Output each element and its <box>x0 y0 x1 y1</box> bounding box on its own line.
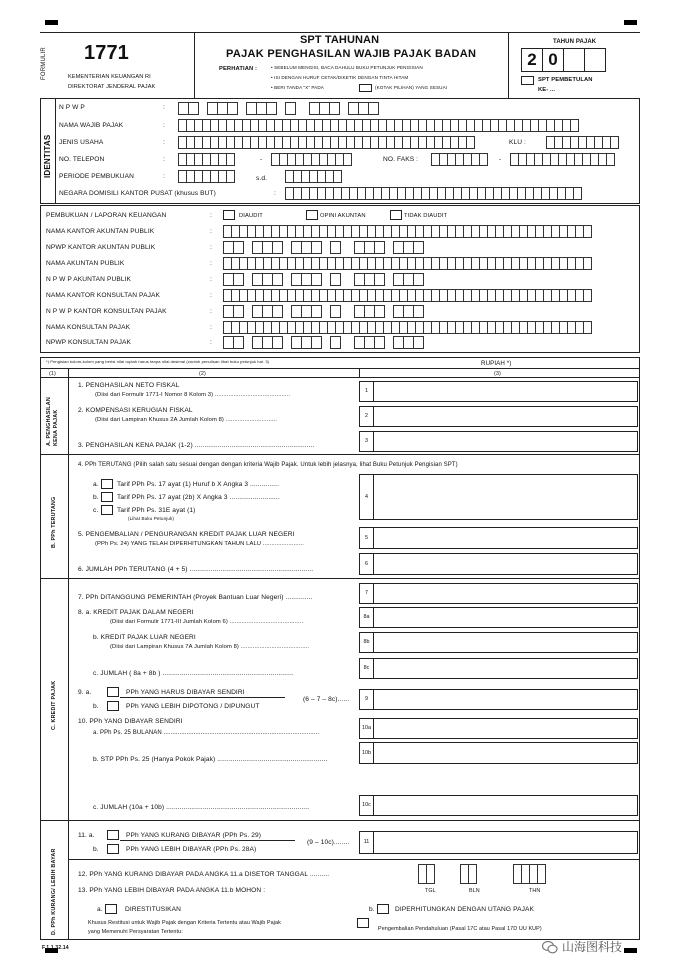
npwp-group <box>393 241 423 254</box>
char-cell[interactable] <box>311 305 322 318</box>
char-cell[interactable] <box>413 336 424 349</box>
amount-9[interactable] <box>359 689 638 710</box>
restitusi-note-1: Khusus Restitusi untuk Wajib Pajak dengan Kriteria Tertentu atau Wajib Pajak <box>88 920 281 926</box>
ministry-line-2: DIREKTORAT JENDERAL PAJAK <box>68 84 156 90</box>
perhatian-2: • ISI DENGAN HURUF CETAK/DIKETIK DENGAN TINTA HITAM <box>271 75 409 80</box>
nama-wp-field[interactable] <box>178 119 578 132</box>
faks-area-field[interactable] <box>431 153 487 166</box>
row-4c-label: Tarif PPh Ps. 31E ayat (1) <box>117 507 196 514</box>
amount-7[interactable] <box>359 583 638 604</box>
kkp-label: NAMA KANTOR KONSULTAN PAJAK <box>46 292 160 299</box>
example-checkbox <box>359 84 372 92</box>
row-number: 2 <box>360 407 374 426</box>
row-8b-label: b. KREDIT PAJAK LUAR NEGERI <box>93 634 196 641</box>
row-9b-letter: b. <box>93 703 99 710</box>
periode-start-field[interactable] <box>178 170 234 183</box>
char-cell[interactable] <box>466 136 475 149</box>
footer-code: F.1.1.32.14 <box>42 945 69 951</box>
tahun-pajak-label: TAHUN PAJAK <box>553 39 597 45</box>
section-d-label: D. PPh KURANG/ LEBIH BAYAR <box>51 848 57 935</box>
pembetulan-ke: KE- ... <box>538 87 556 93</box>
colon: : <box>210 292 212 299</box>
form-side-label: FORMULIR <box>41 47 47 80</box>
restitusi-label: DIRESTITUSIKAN <box>125 906 181 913</box>
row-10c-label: c. JUMLAH (10a + 10b) .......................................................................... <box>93 804 310 811</box>
row-4b-label: Tarif PPh Ps. 17 ayat (2b) X Angka 3 .......................... <box>117 494 280 501</box>
char-cell[interactable] <box>330 336 341 349</box>
utang-pajak-label: DIPERHITUNGKAN DENGAN UTANG PAJAK <box>395 906 534 913</box>
year-digit-4[interactable] <box>584 48 606 72</box>
npwp-group <box>330 273 340 286</box>
char-cell[interactable] <box>272 241 283 254</box>
setor-tanggal-field[interactable] <box>418 864 434 884</box>
colon: : <box>274 190 276 197</box>
row-3-label: 3. PENGHASILAN KENA PAJAK (1-2) .............................................................. <box>78 442 315 449</box>
char-cell[interactable] <box>374 336 385 349</box>
char-cell[interactable] <box>573 187 582 200</box>
thn-label: THN <box>529 888 541 894</box>
perhatian-3a: • BERI TANDA "X" PADA <box>271 85 324 90</box>
char-cell[interactable] <box>583 321 592 334</box>
npwp-kp-field[interactable] <box>223 336 432 349</box>
row-number: 8b <box>360 633 374 652</box>
npwp-ap-label: N P W P AKUNTAN PUBLIK <box>46 276 132 283</box>
dash: - <box>499 156 502 163</box>
colon: : <box>163 173 165 180</box>
row-4c-checkbox[interactable] <box>101 505 113 515</box>
npwp-group <box>348 102 378 115</box>
row-4-label: 4. PPh TERUTANG (Pilih salah satu sesuai dengan dengan kriteria Wajib Pajak. Untuk lebih jelasnya, lihat Buku Petunjuk Pengisian SPT) <box>78 462 458 468</box>
npwp-group <box>252 305 282 318</box>
kkp-field[interactable] <box>223 289 591 302</box>
form-code: 1771 <box>84 42 129 64</box>
colon: : <box>210 260 212 267</box>
ministry-line-1: KEMENTERIAN KEUANGAN RI <box>68 74 151 80</box>
char-cell[interactable] <box>266 102 277 115</box>
colon: : <box>163 122 165 129</box>
amount-3[interactable] <box>359 431 638 452</box>
npwp-group <box>223 305 243 318</box>
option-a-letter: a. <box>97 906 103 913</box>
option-b-letter: b. <box>369 906 375 913</box>
char-cell[interactable] <box>343 153 352 166</box>
amount-8c[interactable] <box>359 658 638 679</box>
tidak-diaudit-checkbox[interactable] <box>390 210 402 220</box>
char-cell[interactable] <box>537 864 546 884</box>
jenis-usaha-label: JENIS USAHA <box>59 139 104 146</box>
dash: - <box>260 156 263 163</box>
row-5-label: 5. PENGEMBALIAN / PENGURANGAN KREDIT PAJAK LUAR NEGERI <box>78 531 295 538</box>
row-4a-checkbox[interactable] <box>101 479 113 489</box>
row-number: 8a <box>360 608 374 627</box>
npwp-label: N P W P <box>59 104 85 111</box>
npwp-group <box>223 336 243 349</box>
row-number: 6 <box>360 554 374 574</box>
npwp-ap-field[interactable] <box>223 273 432 286</box>
amount-5[interactable] <box>359 527 638 549</box>
npwp-group <box>291 305 321 318</box>
row-11b-checkbox[interactable] <box>107 844 119 854</box>
year-digit-1-value: 2 <box>527 50 537 69</box>
npwp-group <box>285 102 295 115</box>
npwp-kap-label: NPWP KANTOR AKUNTAN PUBLIK <box>46 244 156 251</box>
row-13-label: 13. PPh YANG LEBIH DIBAYAR PADA ANGKA 11.b MOHON : <box>78 887 266 894</box>
pembetulan-label: SPT PEMBETULAN <box>538 77 593 83</box>
char-cell[interactable] <box>272 305 283 318</box>
periode-label: PERIODE PEMBUKUAN <box>59 173 134 180</box>
npwp-group <box>252 273 282 286</box>
opini-label: OPINI AKUNTAN <box>320 213 366 219</box>
periode-end-field[interactable] <box>285 170 341 183</box>
char-cell[interactable] <box>233 305 244 318</box>
amount-1[interactable] <box>359 381 638 402</box>
row-10a-label: a. PPh Ps. 25 BULANAN ........................................................................................ <box>93 730 320 736</box>
row-9a-checkbox[interactable] <box>107 687 119 697</box>
tgl-label: TGL <box>425 888 436 894</box>
row-11-calc: (9 – 10c)........ <box>307 839 350 846</box>
bln-label: BLN <box>469 888 480 894</box>
table-note: *) Pengisian kolom-kolom yang berisi nilai rupiah harus tanpa nilai desimal (contoh penulisan lihat buku petunjuk hal. 3) <box>46 359 270 364</box>
char-cell[interactable] <box>311 336 322 349</box>
telepon-label: NO. TELEPON <box>59 156 105 163</box>
negara-label: NEGARA DOMISILI KANTOR PUSAT (khusus BUT) <box>59 190 216 197</box>
row-number: 1 <box>360 382 374 401</box>
colon: : <box>210 339 212 346</box>
amount-10c[interactable] <box>359 795 638 816</box>
npwp-group <box>223 273 243 286</box>
row-number: 8c <box>360 659 374 678</box>
npwp-kap-field[interactable] <box>223 241 432 254</box>
npwp-group <box>252 241 282 254</box>
char-cell[interactable] <box>570 119 579 132</box>
colon: : <box>210 212 212 219</box>
faks-number-field[interactable] <box>510 153 614 166</box>
row-9-number: 9. a. <box>78 689 92 696</box>
jenis-usaha-field[interactable] <box>178 136 474 149</box>
rupiah-header: RUPIAH *) <box>481 360 512 367</box>
npwp-group <box>223 241 243 254</box>
char-cell[interactable] <box>226 170 235 183</box>
char-cell[interactable] <box>330 305 341 318</box>
row-8a-label: 8. a. KREDIT PAJAK DALAM NEGERI <box>78 609 194 616</box>
row-6-label: 6. JUMLAH PPh TERUTANG (4 + 5) ................................................................ <box>78 566 314 573</box>
row-11b-label: PPh YANG LEBIH DIBAYAR (PPh Ps. 28A) <box>126 846 257 853</box>
colon: : <box>210 308 212 315</box>
year-digit-2[interactable] <box>542 48 564 72</box>
colon: : <box>210 324 212 331</box>
nama-wp-label: NAMA WAJIB PAJAK <box>59 122 124 129</box>
pembukuan-label: PEMBUKUAN / LAPORAN KEUANGAN <box>46 212 167 219</box>
setor-tahun-field[interactable] <box>513 864 545 884</box>
npwp-field[interactable] <box>178 102 387 115</box>
perhatian-3b: (KOTAK PILIHAN) YANG SESUAI <box>375 85 448 90</box>
amount-10a[interactable] <box>359 718 638 739</box>
npwp-group <box>178 102 198 115</box>
char-cell[interactable] <box>329 102 340 115</box>
amount-2[interactable] <box>359 406 638 427</box>
char-cell[interactable] <box>583 289 592 302</box>
char-cell[interactable] <box>311 241 322 254</box>
utang-pajak-checkbox[interactable] <box>377 904 389 914</box>
watermark <box>542 938 622 955</box>
npwp-group <box>354 241 384 254</box>
kap-field[interactable] <box>223 225 591 238</box>
row-12-label: 12. PPh YANG KURANG DIBAYAR PADA ANGKA 11.a DISETOR TANGGAL .......... <box>78 871 330 878</box>
colon: : <box>163 104 165 111</box>
section-a-label: A. PENGHASILAN KENA PAJAK <box>46 397 59 446</box>
setor-bulan-field[interactable] <box>460 864 476 884</box>
npwp-group <box>291 241 321 254</box>
npwp-group <box>330 305 340 318</box>
npwp-group <box>330 241 340 254</box>
year-digit-1[interactable] <box>521 48 543 72</box>
char-cell[interactable] <box>583 225 592 238</box>
title-line-1: SPT TAHUNAN <box>300 34 380 46</box>
amount-4[interactable] <box>359 474 638 520</box>
amount-10b[interactable] <box>359 742 638 764</box>
ap-field[interactable] <box>223 257 591 270</box>
char-cell[interactable] <box>311 273 322 286</box>
registration-mark <box>624 20 637 25</box>
char-cell[interactable] <box>188 102 199 115</box>
row-7-label: 7. PPh DITANGGUNG PEMERINTAH (Proyek Bantuan Luar Negeri) .............. <box>78 594 313 601</box>
restitusi-note-2: yang Memenuhi Persyaratan Tertentu: <box>88 929 183 935</box>
telepon-area-field[interactable] <box>178 153 234 166</box>
npwp-kkp-label: N P W P KANTOR KONSULTAN PAJAK <box>46 308 167 315</box>
row-1-sub: (Diisi dari Formulir 1771-I Nomor 8 Kolom 3) ............................................ <box>95 392 291 398</box>
row-9-calc: (6 – 7 – 8c)...... <box>303 696 350 703</box>
row-number: 5 <box>360 528 374 548</box>
colon: : <box>163 139 165 146</box>
row-number: 11 <box>360 832 374 853</box>
pembetulan-checkbox[interactable] <box>521 76 534 85</box>
char-cell[interactable] <box>227 102 238 115</box>
row-4b-letter: b. <box>93 494 99 501</box>
col-3-header: (3) <box>494 371 501 377</box>
row-9b-checkbox[interactable] <box>107 701 119 711</box>
row-1-label: 1. PENGHASILAN NETO FISKAL <box>78 382 180 389</box>
npwp-kp-label: NPWP KONSULTAN PAJAK <box>46 339 132 346</box>
ap-label: NAMA AKUNTAN PUBLIK <box>46 260 125 267</box>
row-number: 10b <box>360 743 374 763</box>
perhatian-label: PERHATIAN : <box>219 66 258 72</box>
npwp-group <box>393 336 423 349</box>
row-11a-label: PPh YANG KURANG DIBAYAR (PPh Ps. 29) <box>126 832 262 839</box>
colon: : <box>210 244 212 251</box>
char-cell[interactable] <box>272 336 283 349</box>
char-cell[interactable] <box>374 305 385 318</box>
colon: : <box>163 156 165 163</box>
perhatian-1: • SEBELUM MENGISI, BACA DAHULU BUKU PETUNJUK PENGISIAN <box>271 65 423 70</box>
char-cell[interactable] <box>374 273 385 286</box>
npwp-group <box>330 336 340 349</box>
row-number: 7 <box>360 584 374 603</box>
npwp-group <box>291 273 321 286</box>
row-number: 10c <box>360 796 374 815</box>
row-9a-label: PPh YANG HARUS DIBAYAR SENDIRI <box>126 689 245 696</box>
char-cell[interactable] <box>610 136 619 149</box>
amount-8b[interactable] <box>359 632 638 653</box>
row-10b-label: b. STP PPh Ps. 25 (Hanya Pokok Pajak) ......................................................... <box>93 756 328 763</box>
negara-field[interactable] <box>285 187 581 200</box>
telepon-number-field[interactable] <box>271 153 351 166</box>
klu-field[interactable] <box>546 136 618 149</box>
kap-label: NAMA KANTOR AKUNTAN PUBLIK <box>46 228 155 235</box>
row-number: 4 <box>360 475 374 519</box>
row-8c-label: c. JUMLAH ( 8a + 8b ) .................................................................... <box>93 670 294 677</box>
char-cell[interactable] <box>583 257 592 270</box>
amount-6[interactable] <box>359 553 638 575</box>
kp-field[interactable] <box>223 321 591 334</box>
registration-mark <box>45 20 58 25</box>
npwp-group <box>393 305 423 318</box>
row-2-sub: (Diisi dari Lampiran Khusus 2A Jumlah Kolom 8) .............................. <box>95 417 277 423</box>
row-4a-label: Tarif PPh Ps. 17 ayat (1) Huruf b X Angka 3 ............... <box>117 481 280 488</box>
row-9b-label: PPh YANG LEBIH DIPOTONG / DIPUNGUT <box>126 703 260 710</box>
row-8b-sub: (Diisi dari Lampiran Khusus 7A Jumlah Kolom 8) ........................................ <box>110 644 310 650</box>
row-4c-note: (Lihat Buku Petunjuk) <box>128 516 175 521</box>
identitas-side-label: IDENTITAS <box>43 134 52 178</box>
klu-label: KLU : <box>509 139 526 146</box>
restitusi-checkbox[interactable] <box>105 904 117 914</box>
row-number: 10a <box>360 719 374 738</box>
char-cell[interactable] <box>413 241 424 254</box>
char-cell[interactable] <box>233 273 244 286</box>
col-1-header: (1) <box>49 371 56 377</box>
col-2-header: (2) <box>199 371 206 377</box>
npwp-group <box>354 305 384 318</box>
char-cell[interactable] <box>374 241 385 254</box>
char-cell[interactable] <box>426 864 435 884</box>
pengembalian-label: Pengembalian Pendahuluan (Pasal 17C atau Pasal 17D UU KUP) <box>378 926 542 932</box>
char-cell[interactable] <box>226 153 235 166</box>
colon: : <box>210 228 212 235</box>
char-cell[interactable] <box>606 153 615 166</box>
row-4a-letter: a. <box>93 481 99 488</box>
npwp-group <box>246 102 276 115</box>
npwp-group <box>309 102 339 115</box>
row-4b-checkbox[interactable] <box>101 492 113 502</box>
npwp-group <box>354 273 384 286</box>
pengembalian-checkbox[interactable] <box>357 918 369 928</box>
char-cell[interactable] <box>285 102 296 115</box>
diaudit-label: DIAUDIT <box>239 213 263 219</box>
npwp-group <box>291 336 321 349</box>
amount-8a[interactable] <box>359 607 638 628</box>
char-cell[interactable] <box>233 336 244 349</box>
registration-mark <box>624 948 637 953</box>
watermark-text: 山海图科技 <box>562 940 623 954</box>
char-cell[interactable] <box>333 170 342 183</box>
row-11b-letter: b. <box>93 846 99 853</box>
year-digit-3[interactable] <box>563 48 585 72</box>
char-cell[interactable] <box>413 273 424 286</box>
amount-11[interactable] <box>359 831 638 854</box>
npwp-kkp-field[interactable] <box>223 305 432 318</box>
row-11-number: 11. a. <box>78 832 95 839</box>
row-10-label: 10. PPh YANG DIBAYAR SENDIRI <box>78 718 183 725</box>
char-cell[interactable] <box>330 273 341 286</box>
kp-label: NAMA KONSULTAN PAJAK <box>46 324 131 331</box>
row-5-sub: (PPh Ps. 24) YANG TELAH DIPERHITUNGKAN TAHUN LALU ........................ <box>95 541 304 547</box>
tidak-diaudit-label: TIDAK DIAUDIT <box>404 213 448 219</box>
char-cell[interactable] <box>272 273 283 286</box>
section-b-label: B. PPh TERUTANG <box>51 496 57 548</box>
row-2-label: 2. KOMPENSASI KERUGIAN FISKAL <box>78 407 193 414</box>
char-cell[interactable] <box>413 305 424 318</box>
npwp-group <box>393 273 423 286</box>
char-cell[interactable] <box>479 153 488 166</box>
char-cell[interactable] <box>468 864 477 884</box>
title-line-2: PAJAK PENGHASILAN WAJIB PAJAK BADAN <box>226 48 477 60</box>
colon: : <box>210 276 212 283</box>
npwp-group <box>252 336 282 349</box>
section-c-label: C. KREDIT PAJAK <box>51 680 57 730</box>
row-8a-sub: (Diisi dari Formulir 1771-III Jumlah Kolom 6) ........................................... <box>110 619 304 625</box>
diaudit-checkbox[interactable] <box>223 210 235 220</box>
year-digit-2-value: 0 <box>548 50 558 69</box>
char-cell[interactable] <box>330 241 341 254</box>
row-4c-letter: c. <box>93 507 99 514</box>
char-cell[interactable] <box>368 102 379 115</box>
opini-checkbox[interactable] <box>306 210 318 220</box>
wechat-icon <box>542 940 558 954</box>
npwp-group <box>207 102 237 115</box>
sd-label: s.d. <box>256 175 268 182</box>
npwp-group <box>354 336 384 349</box>
char-cell[interactable] <box>233 241 244 254</box>
row-number: 3 <box>360 432 374 451</box>
faks-label: NO. FAKS : <box>383 156 419 163</box>
row-number: 9 <box>360 690 374 709</box>
row-11a-checkbox[interactable] <box>107 830 119 840</box>
